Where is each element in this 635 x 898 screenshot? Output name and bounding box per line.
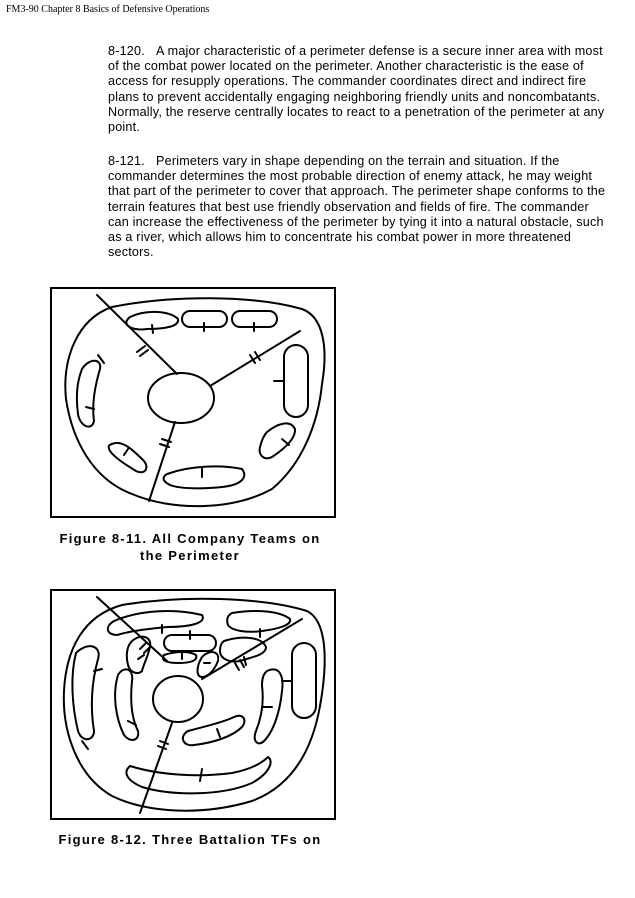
unit-boundary-line xyxy=(140,723,172,813)
position-tick xyxy=(217,729,220,737)
position-tick xyxy=(152,325,153,333)
paragraph-text: A major characteristic of a perimeter defense is a secure inner area with most of the combat power located on the perimeter. Another characteristic is the ease of access for resupply operations. The commander coordinates direct and indirect fire plans to prevent accidentally engaging neighboring friendly units and noncombatants. Normally, the reserve centrally locates to react to a penetration of the perimeter at any point. xyxy=(108,44,605,135)
reserve-area xyxy=(148,373,214,423)
boundary-tick xyxy=(137,346,148,356)
battalion-position xyxy=(198,652,219,677)
perimeter-diagram-company-teams xyxy=(52,289,334,516)
paragraph-8-121 xyxy=(108,154,608,260)
battalion-position xyxy=(115,669,138,740)
company-position xyxy=(260,423,295,458)
paragraph-number: 8-120. xyxy=(108,44,145,58)
perimeter-diagram-battalion-tfs xyxy=(52,591,334,818)
figure-8-12-caption xyxy=(40,831,340,848)
company-position xyxy=(109,443,147,472)
paragraph-number: 8-121. xyxy=(108,154,145,168)
position-tick xyxy=(124,449,128,455)
caption-line: the Perimeter xyxy=(140,548,240,563)
caption-line: Figure 8-12. Three Battalion TFs on xyxy=(58,832,322,847)
paragraph-text: Perimeters vary in shape depending on the terrain and situation. If the commander determines the most probable direction of enemy attack, he may weight that part of the perimeter to cover that approach. The perimeter shape conforms to the terrain features that best use friendly observation and fields of fire. The commander can increase the effectiveness of the perimeter by tying it into a natural obstacle, such as a river, which allows him to concentrate his combat power in more threatened sectors. xyxy=(108,154,606,260)
paragraph-8-120 xyxy=(108,44,608,135)
figure-8-12-diagram xyxy=(50,589,336,820)
battalion-position xyxy=(126,757,270,793)
reserve-area xyxy=(153,676,203,722)
perimeter-outline xyxy=(64,599,325,811)
company-position xyxy=(164,466,245,488)
unit-boundary-line xyxy=(97,295,177,374)
position-tick xyxy=(82,741,88,749)
position-tick xyxy=(244,657,246,665)
running-header: FM3-90 Chapter 8 Basics of Defensive Operations xyxy=(6,4,210,15)
battalion-position xyxy=(227,611,290,632)
unit-boundary-line xyxy=(149,422,175,501)
battalion-position xyxy=(292,643,316,718)
position-tick xyxy=(200,769,202,781)
battalion-position xyxy=(163,652,196,663)
unit-boundary-line xyxy=(210,331,300,386)
battalion-position xyxy=(72,646,98,739)
boundary-tick xyxy=(158,741,168,749)
caption-line: Figure 8-11. All Company Teams on xyxy=(59,531,321,546)
battalion-position xyxy=(183,716,245,746)
figure-8-11-caption xyxy=(40,530,340,564)
perimeter-outline xyxy=(65,298,324,506)
position-tick xyxy=(282,439,289,445)
battalion-position xyxy=(108,611,203,635)
company-position xyxy=(77,361,100,427)
unit-boundary-line xyxy=(202,619,302,679)
position-tick xyxy=(138,655,144,659)
battalion-position xyxy=(220,638,266,662)
figure-8-11-diagram xyxy=(50,287,336,518)
company-position xyxy=(284,345,308,417)
